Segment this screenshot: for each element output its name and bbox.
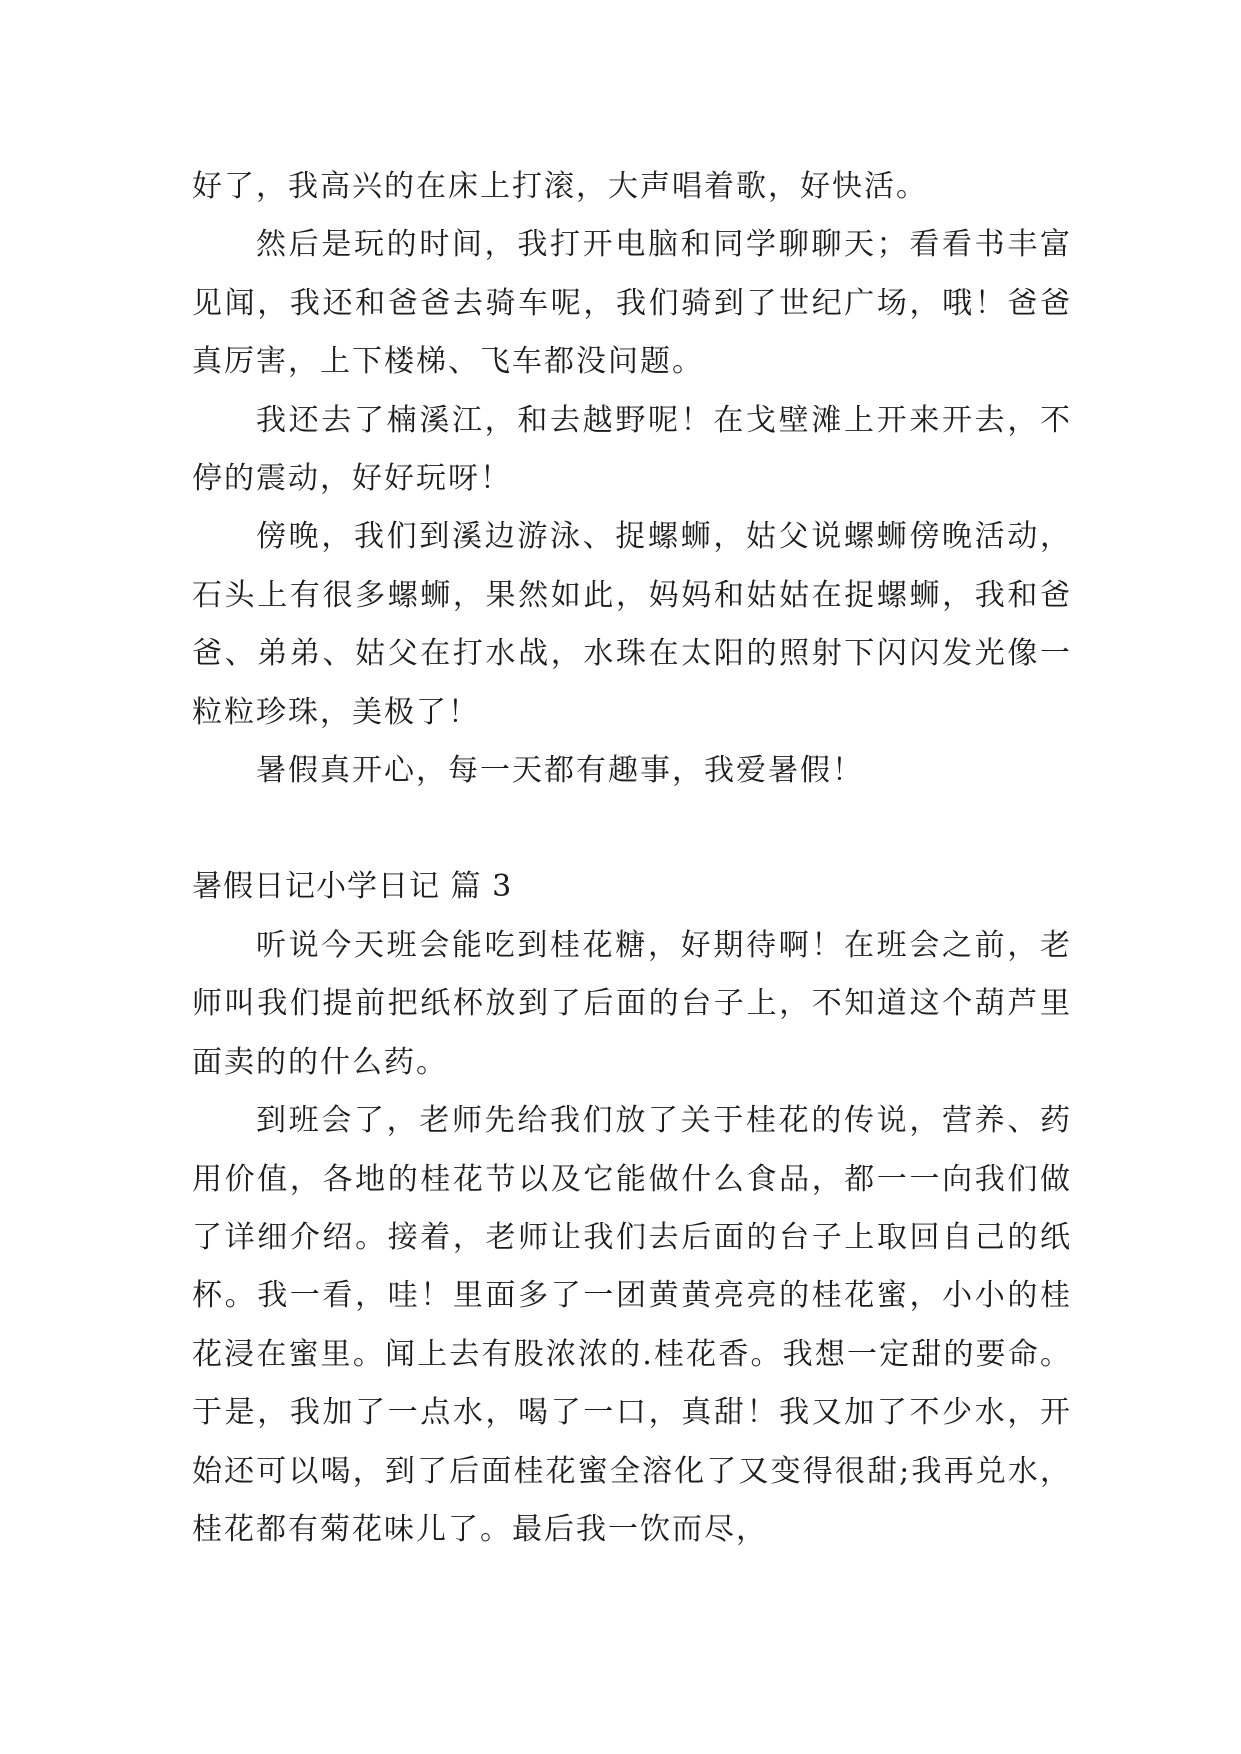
paragraph: 暑假真开心，每一天都有趣事，我爱暑假！	[256, 753, 864, 789]
paragraph: 听说今天班会能吃到桂花糖，好期待啊！在班会之前，老师叫我们提前把纸杯放到了后面的台子上，不知道这个葫芦里面卖的的什么药。	[192, 927, 1072, 1080]
paragraph: 我还去了楠溪江，和去越野呢！在戈壁滩上开来开去，不停的震动，好好玩呀！	[192, 402, 1072, 497]
section-title: 暑假日记小学日记 篇 3	[192, 869, 513, 905]
document-page	[192, 158, 1072, 1559]
section-spacer	[192, 800, 1072, 858]
paragraph: 然后是玩的时间，我打开电脑和同学聊聊天；看看书丰富见闻，我还和爸爸去骑车呢，我们骑到了世纪广场，哦！爸爸真厉害，上下楼梯、飞车都没问题。	[192, 227, 1072, 380]
paragraph: 傍晚，我们到溪边游泳、捉螺蛳，姑父说螺蛳傍晚活动，石头上有很多螺蛳，果然如此，妈妈和姑姑在捉螺蛳，我和爸爸、弟弟、姑父在打水战，水珠在太阳的照射下闪闪发光像一粒粒珍珠，美极了！	[192, 519, 1072, 730]
paragraph: 到班会了，老师先给我们放了关于桂花的传说，营养、药用价值，各地的桂花节以及它能做什么食品，都一一向我们做了详细介绍。接着，老师让我们去后面的台子上取回自己的纸杯。我一看，哇！里面多了一团黄黄亮亮的桂花蜜，小小的桂花浸在蜜里。闻上去有股浓浓的.桂花香。我想一定甜的要命。于是，我加了一点水，喝了一口，真甜！我又加了不少水，开始还可以喝，到了后面桂花蜜全溶化了又变得很甜;我再兑水，桂花都有菊花味儿了。最后我一饮而尽，	[192, 1103, 1072, 1547]
paragraph: 好了，我高兴的在床上打滚，大声唱着歌，好快活。	[192, 169, 928, 204]
